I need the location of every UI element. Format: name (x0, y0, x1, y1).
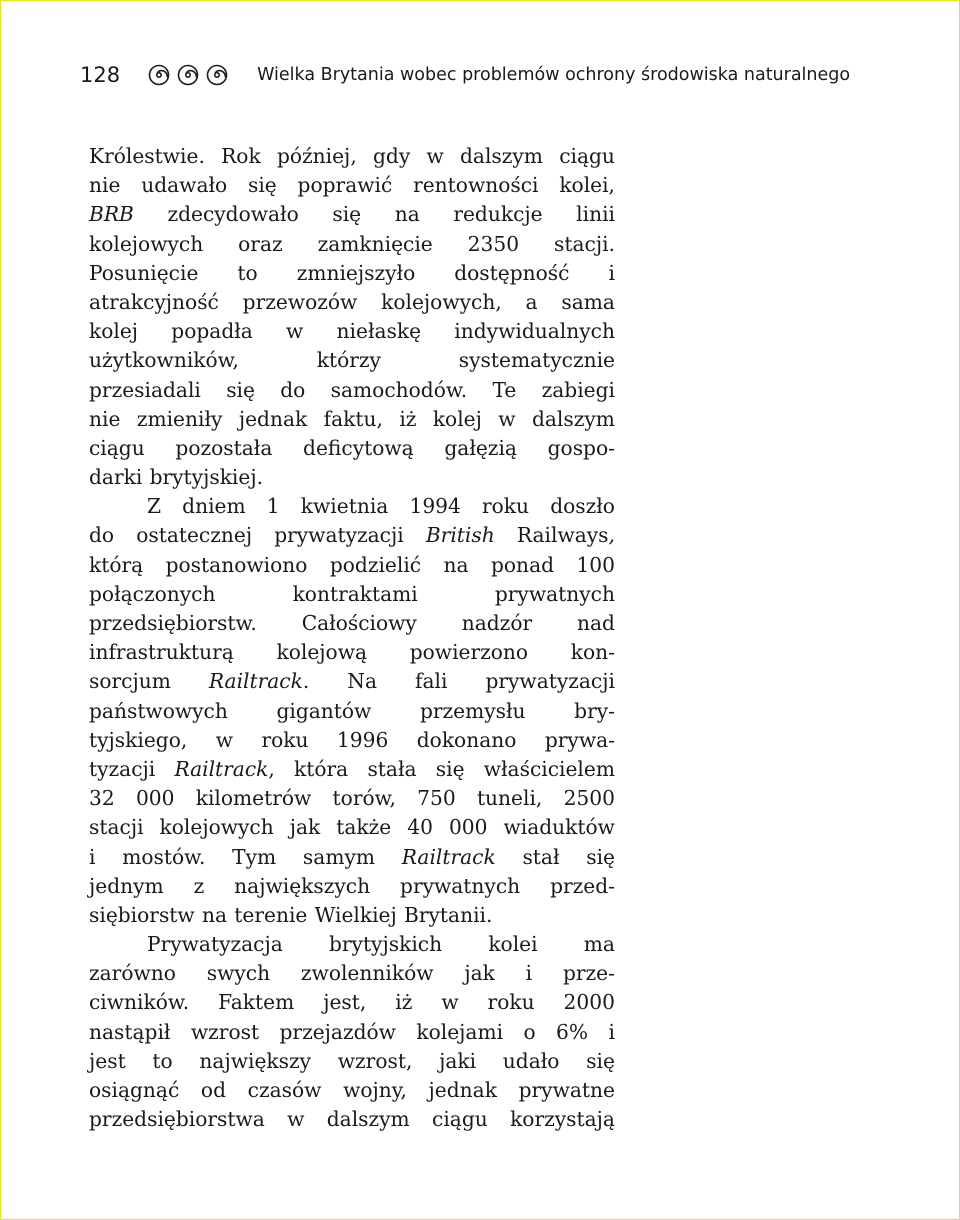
word: się (435, 756, 465, 781)
word: jaki (439, 1048, 477, 1073)
word: Railtrack (401, 844, 496, 869)
word: czasów (247, 1078, 322, 1102)
word: bry- (574, 698, 615, 723)
word: przemysłu (419, 698, 526, 723)
text-line (89, 346, 615, 375)
word: ma (583, 932, 615, 957)
text-line (89, 317, 615, 346)
word: powierzono (409, 640, 529, 665)
word: niełaskę (336, 319, 422, 344)
word: 2000 (563, 990, 615, 1015)
word: kwietnia (300, 494, 389, 519)
word: prywatnych (494, 581, 615, 606)
word: połączonych (89, 581, 216, 606)
word: gdy (372, 144, 411, 168)
word: dalszym (459, 144, 543, 168)
word: którzy (316, 348, 381, 373)
word: 1 (266, 494, 280, 519)
word: terenie (234, 902, 308, 927)
word: dniem (182, 494, 246, 519)
word: mostów. (122, 844, 206, 869)
text-line (89, 959, 615, 988)
word: nie (89, 406, 121, 431)
word: w (441, 990, 459, 1015)
word: w (498, 406, 516, 431)
word: kolei, (559, 173, 615, 198)
word: deficytową (303, 435, 414, 460)
text-line (89, 843, 615, 872)
word: dostępność (454, 260, 570, 285)
word: swych (206, 961, 271, 986)
word: dokonano (416, 727, 517, 752)
word: do (280, 377, 306, 402)
word: samochodów. (330, 377, 468, 402)
word: brytyjskiej. (149, 465, 264, 490)
word: torów, (332, 786, 396, 811)
word: 32 (89, 786, 115, 811)
word: państwowych (89, 698, 228, 723)
word: linii (576, 202, 615, 227)
word: brytyjskich (328, 932, 443, 957)
word: postanowiono (165, 552, 308, 577)
word: wzrost, (337, 1048, 413, 1073)
word: największy (199, 1048, 312, 1073)
word: popadła (171, 319, 253, 344)
word: się (226, 377, 255, 402)
word: i (525, 961, 533, 986)
word: jednym (89, 873, 164, 898)
word: ciwników. (89, 990, 190, 1015)
word: przedsiębiorstw. (89, 611, 257, 635)
text-line (89, 755, 615, 784)
text-line (89, 930, 615, 959)
word: jest, (323, 990, 367, 1015)
word: do (89, 523, 115, 548)
word: stacji. (554, 231, 615, 256)
text-line (89, 1076, 615, 1105)
text-line (89, 609, 615, 638)
text-line (89, 1105, 615, 1134)
word: zdecydowało (167, 202, 299, 227)
running-title: Wielka Brytania wobec problemów ochrony środowiska naturalnego (257, 65, 851, 85)
word: ciągu (432, 1107, 488, 1132)
word: w (426, 144, 444, 168)
word: zmieniły (136, 406, 223, 431)
word: prze- (562, 961, 615, 986)
word: prywatyzacji (485, 669, 615, 694)
word: rentowności (413, 173, 539, 198)
word: to (152, 1048, 173, 1073)
word: przejazdów (279, 1019, 396, 1044)
word: Brytanii. (404, 902, 493, 927)
word: a (525, 289, 538, 314)
word: Z (147, 494, 162, 519)
word: iż (395, 990, 413, 1015)
word: która (294, 756, 349, 781)
word: zamknięcie (317, 231, 433, 256)
text-line (89, 1047, 615, 1076)
word: 2500 (563, 786, 615, 811)
word: 40 (407, 815, 433, 840)
word: o (523, 1019, 536, 1044)
word: właścicielem (483, 756, 615, 781)
word: podzielić (329, 552, 422, 577)
word: Królestwie. (89, 144, 205, 168)
word: się (586, 1048, 615, 1073)
word: dalszym (326, 1107, 410, 1132)
text-line (89, 872, 615, 901)
word: 2350 (467, 231, 520, 256)
word: siębiorstw (89, 902, 195, 927)
spiral-icon (177, 64, 199, 86)
text-line (89, 697, 615, 726)
word: z (193, 873, 205, 898)
word: 1994 (409, 494, 461, 519)
word: zarówno (89, 961, 176, 986)
text-line (89, 171, 615, 200)
word: Na (347, 669, 377, 694)
word: ciągu (559, 144, 615, 168)
text-line (89, 463, 615, 492)
text-line (89, 376, 615, 405)
text-line (89, 580, 615, 609)
word: kolejową (276, 640, 368, 665)
text-line (89, 667, 615, 696)
word: Tym (232, 844, 277, 869)
word: iż (399, 406, 417, 431)
body-text (89, 142, 615, 1134)
word: w (286, 319, 304, 344)
word: się (586, 844, 615, 869)
text-line (89, 813, 615, 842)
word: roku (487, 990, 535, 1015)
word: 1996 (336, 727, 389, 752)
word: faktu, (323, 406, 383, 431)
word: nad (577, 611, 615, 635)
word: jednak (238, 406, 308, 431)
word: pozostała (175, 435, 273, 460)
word: przed- (550, 873, 615, 898)
word: prywatyzacji (274, 523, 404, 548)
word: przesiadali (89, 377, 201, 402)
word: tyzacji (89, 756, 156, 781)
text-line (89, 405, 615, 434)
word: wojny, (343, 1078, 407, 1102)
word: nadzór (461, 611, 533, 635)
word: ciągu (89, 435, 145, 460)
text-line (89, 230, 615, 259)
word: w (287, 1107, 305, 1132)
word: kolejowych (159, 815, 274, 840)
word: jak (289, 815, 321, 840)
word: osiągnąć (89, 1078, 180, 1102)
word: Całościowy (301, 611, 417, 635)
text-line (89, 638, 615, 667)
word: zabiegi (541, 377, 615, 402)
word: sama (561, 289, 615, 314)
word: poprawić (297, 173, 393, 198)
word: kolejowych, (381, 289, 502, 314)
text-line (89, 200, 615, 229)
word: udało (502, 1048, 560, 1073)
text-line (89, 434, 615, 463)
word: na (201, 902, 228, 927)
word: 000 (135, 786, 175, 811)
word: stacji (89, 815, 144, 840)
text-line (89, 1018, 615, 1047)
spiral-icon (148, 64, 170, 86)
word: jest (89, 1048, 126, 1073)
word: korzystają (510, 1107, 615, 1132)
text-line (89, 988, 615, 1017)
text-line (89, 784, 615, 813)
text-line (89, 726, 615, 755)
word: stała (367, 756, 417, 781)
word: prywatne (518, 1078, 615, 1102)
word: nie (89, 173, 121, 198)
word: sorcjum (89, 669, 171, 694)
word: gałęzią (444, 435, 517, 460)
word: w (215, 727, 233, 752)
word: Rok (221, 144, 261, 168)
word: Te (492, 377, 517, 402)
page-number: 128 (80, 63, 121, 87)
word: 100 (576, 552, 615, 577)
word: roku (261, 727, 309, 752)
text-line (89, 492, 615, 521)
word: gospo- (547, 435, 615, 460)
word: kilometrów (195, 786, 312, 811)
word: doszło (550, 494, 615, 519)
word: Railways, (516, 523, 615, 548)
word: na (394, 202, 420, 227)
word: kontraktami (292, 581, 418, 606)
word: fali (415, 669, 448, 694)
word: największych (234, 873, 371, 898)
word: i (608, 1019, 615, 1044)
ornament-group (148, 64, 235, 86)
word: i (608, 260, 615, 285)
word: wzrost (190, 1019, 260, 1044)
word: udawało (141, 173, 228, 198)
word: Wielkiej (314, 902, 397, 927)
running-head (80, 58, 870, 92)
word: którą (89, 552, 144, 577)
word: prywatnych (400, 873, 521, 898)
word: kolejowych (89, 231, 204, 256)
word: tyjskiego, (89, 727, 188, 752)
word: i (89, 844, 96, 869)
word: 6% (556, 1019, 589, 1044)
spiral-icon (206, 64, 228, 86)
word: się (332, 202, 362, 227)
word: także (336, 815, 392, 840)
word: 750 (417, 786, 456, 811)
word: później, (276, 144, 357, 168)
word: gigantów (276, 698, 372, 723)
word: zmniejszyło (296, 260, 416, 285)
word: kolej (432, 406, 482, 431)
word: Prywatyzacja (147, 932, 283, 957)
word: się (247, 173, 277, 198)
word: redukcje (453, 202, 543, 227)
word: przewozów (242, 289, 358, 314)
word: Posunięcie (89, 260, 199, 285)
word: ponad (490, 552, 555, 577)
word: na (443, 552, 469, 577)
word: kolejami (416, 1019, 504, 1044)
word: tuneli, (476, 786, 543, 811)
text-line (89, 551, 615, 580)
word: jak (464, 961, 495, 986)
word: roku (482, 494, 530, 519)
text-line (89, 521, 615, 550)
word: 000 (448, 815, 488, 840)
word: samym (302, 844, 376, 869)
word: darki (89, 465, 143, 490)
word: prywa- (544, 727, 615, 752)
word: Railtrack, (174, 756, 275, 781)
word: Railtrack. (208, 669, 310, 694)
word: oraz (238, 231, 283, 256)
text-line (89, 142, 615, 171)
word: systematycznie (458, 348, 615, 373)
word: BRB (89, 202, 134, 227)
word: kolej (89, 319, 139, 344)
word: Faktem (218, 990, 295, 1015)
word: stał (522, 844, 560, 869)
text-line (89, 288, 615, 317)
word: dalszym (531, 406, 615, 431)
word: indywidualnych (454, 319, 615, 344)
word: British (425, 523, 495, 548)
word: wiaduktów (503, 815, 615, 840)
word: kolei (488, 932, 538, 957)
word: od (200, 1078, 226, 1102)
word: kon- (570, 640, 615, 665)
word: zwolenników (300, 961, 434, 986)
word: infrastrukturą (89, 640, 234, 665)
text-line (89, 259, 615, 288)
word: atrakcyjność (89, 289, 219, 314)
word: to (237, 260, 258, 285)
word: użytkowników, (89, 348, 239, 373)
text-line (89, 901, 615, 930)
word: przedsiębiorstwa (89, 1107, 265, 1132)
word: nastąpił (89, 1019, 171, 1044)
word: jednak (428, 1078, 497, 1102)
word: ostatecznej (136, 523, 253, 548)
